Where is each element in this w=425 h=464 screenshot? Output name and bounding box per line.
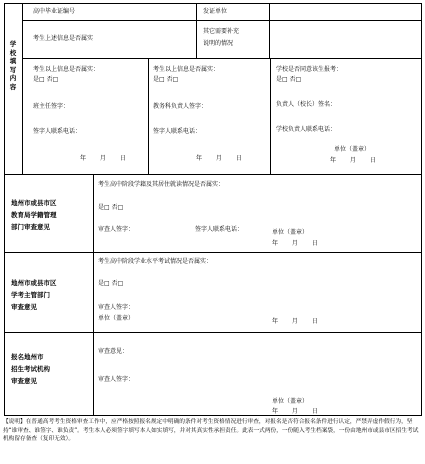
top-divider-2	[269, 3, 270, 58]
row-divider-2	[22, 58, 422, 59]
col3-seal: 单位（盖章）	[334, 146, 371, 153]
col3-sign-phone: 学校负责人联系电话：	[276, 126, 337, 133]
table-border-left	[4, 3, 5, 416]
admit-section-title-3: 审查意见	[11, 377, 37, 385]
table-border-bottom	[4, 415, 422, 416]
admit-seal: 单位（盖章）	[272, 398, 309, 405]
col2-question: 考生以上信息是否属实：	[153, 66, 220, 73]
edu-section-title-1: 地州市或县市区	[11, 199, 57, 207]
other-info-label-2: 说明的情况	[203, 40, 234, 47]
col1-question: 考生以上信息是否属实：	[33, 66, 100, 73]
row-divider-4	[4, 252, 422, 253]
col3-question: 学校是否同意该生报考：	[276, 66, 343, 73]
row-divider-1	[22, 20, 422, 21]
exam-yesno: 是□ 否□	[98, 280, 124, 287]
col2-yesno: 是□ 否□	[153, 76, 179, 83]
col2-sign-dean: 教务科负责人签字：	[153, 103, 208, 110]
top-divider-1	[196, 3, 197, 58]
school-col-divider-1	[148, 58, 149, 174]
admit-opinion: 审查意见：	[98, 348, 129, 355]
info-true-label: 考生上述信息是否属实	[33, 35, 94, 42]
col2-sign-phone: 签字人联系电话：	[153, 128, 202, 135]
edu-seal: 单位（盖章）	[272, 229, 309, 236]
table-border-right	[421, 3, 422, 416]
exam-signer: 审查人签字：	[98, 304, 135, 311]
edu-question: 考生高中阶段学籍及其居住就读情况是否属实：	[98, 181, 225, 188]
exam-section-title-2: 学考主管部门	[11, 291, 50, 299]
edu-signer: 审查人签字：	[98, 226, 135, 233]
col1-yesno: 是□ 否□	[33, 76, 59, 83]
col3-date: 年 月 日	[330, 157, 376, 164]
col3-yesno: 是□ 否□	[276, 76, 302, 83]
col3-sign-principal: 负责人（校长）签名：	[276, 101, 337, 108]
edu-section-title-2: 教育局学籍管理	[11, 211, 57, 219]
admit-section-title-1: 报名地州市	[11, 353, 44, 361]
admit-date: 年 月 日	[272, 408, 318, 415]
admit-section-title-2: 招生考试机构	[11, 365, 50, 373]
exam-section-title-3: 审查意见	[11, 303, 37, 311]
col1-sign-phone: 签字人联系电话：	[33, 128, 82, 135]
section-title-divider	[93, 174, 94, 415]
exam-date: 年 月 日	[272, 318, 318, 325]
footnote: 【说明】在普通高考考生资格审查工作中，应严格按照报名规定中明确的条件对考生资格情况进行审查，对报名是否符合报名条件进行认定，严禁弄虚作假行为，坚持“谁审查、谁签字、谁负责”。考生本人必须签字填写本人如实填写，并对其真实性承担责任。此表一式两份，一份随入考生档案袋，一份由地州市或县市区招生考试机构留存备查（复印无效）。	[3, 419, 419, 442]
exam-seal-left: 单位（盖章）	[98, 315, 135, 322]
cert-number-label: 高中毕业证编号	[33, 8, 76, 15]
school-col-divider-2	[270, 58, 271, 174]
col1-date: 年 月 日	[80, 155, 126, 162]
edu-date: 年 月 日	[272, 240, 318, 247]
admit-signer: 审查人签字：	[98, 376, 135, 383]
edu-section-title-3: 部门审查意见	[11, 223, 50, 231]
edu-phone: 签字人联系电话：	[195, 226, 244, 233]
table-border-top	[4, 3, 422, 4]
col1-sign-headteacher: 班主任签字：	[33, 103, 70, 110]
exam-section-title-1: 地州市或县市区	[11, 279, 57, 287]
exam-question: 考生高中阶段学业水平考试情况是否属实：	[98, 258, 213, 265]
school-side-divider	[22, 3, 23, 174]
row-divider-5	[4, 332, 422, 333]
row-divider-3	[4, 174, 422, 175]
school-section-side-label: 学校填写内容	[9, 40, 17, 91]
edu-yesno: 是□ 否□	[98, 204, 124, 211]
issue-unit-label: 发证单位	[203, 8, 228, 15]
col2-date: 年 月 日	[196, 155, 242, 162]
other-info-label-1: 其它需要补充	[203, 28, 240, 35]
